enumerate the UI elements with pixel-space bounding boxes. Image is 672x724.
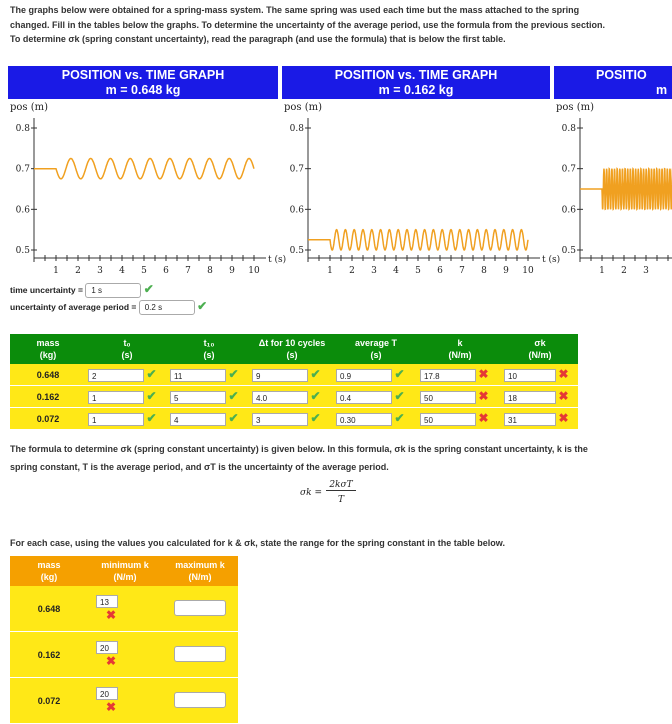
t10-input[interactable]: 11 [170, 369, 226, 382]
mass-cell: 0.162 [10, 386, 86, 408]
y-tick-label: 0.8 [561, 124, 576, 134]
measurements-table [10, 334, 578, 430]
x-tick-label: 9 [229, 266, 235, 276]
correct-check-icon: ✔ [228, 388, 239, 403]
graph-title: POSITION vs. TIME GRAPH [61, 68, 225, 82]
mass-cell: 0.162 [10, 632, 88, 678]
x-tick-label: 2 [621, 266, 627, 276]
table-row [10, 408, 578, 430]
header-average-period: average T (s) [334, 334, 418, 364]
incorrect-x-icon: ✖ [478, 410, 489, 425]
header-t10: t₁₀ (s) [168, 334, 250, 364]
correct-check-icon: ✔ [146, 388, 157, 403]
sigma-k-input[interactable]: 31 [504, 413, 556, 426]
y-axis-label: pos (m) [556, 102, 595, 113]
mass-cell: 0.072 [10, 678, 88, 724]
header-minimum-k: minimum k (N/m) [88, 556, 162, 586]
position-series-line [308, 230, 528, 250]
x-tick-label: 7 [185, 266, 191, 276]
instructions-line-2: changed. Fill in the tables below the graphs. To determine the uncertainty of the average period, use the formula from the previous section. [10, 19, 605, 30]
correct-check-icon: ✔ [143, 282, 154, 296]
position-series-line [580, 169, 672, 210]
k-input[interactable]: 17.8 [420, 369, 476, 382]
graph-title: POSITION vs. TIME GRAPH [334, 68, 498, 82]
x-tick-label: 6 [163, 266, 169, 276]
table-row [10, 678, 238, 724]
table-row [10, 586, 238, 632]
time-uncertainty-label: time uncertainty = [10, 285, 86, 295]
correct-check-icon: ✔ [310, 366, 321, 381]
header-mass: mass (kg) [10, 334, 86, 364]
t0-input[interactable]: 1 [88, 413, 144, 426]
incorrect-x-icon: ✖ [478, 388, 489, 403]
table-row [10, 632, 238, 678]
header-mass: mass (kg) [10, 556, 88, 586]
sigma-k-input[interactable]: 10 [504, 369, 556, 382]
x-tick-label: 6 [437, 266, 443, 276]
formula-explanation-line-2: spring constant, T is the average period, and σT is the uncertainty of the average period. [10, 462, 389, 472]
incorrect-x-icon: ✖ [558, 410, 569, 425]
header-k: k (N/m) [418, 334, 502, 364]
minimum-k-input[interactable]: 20 [96, 687, 118, 700]
average-period-input[interactable]: 0.4 [336, 391, 392, 404]
t10-input[interactable]: 4 [170, 413, 226, 426]
x-tick-label: 7 [459, 266, 465, 276]
correct-check-icon: ✔ [146, 410, 157, 425]
instructions-line-1: The graphs below were obtained for a spring-mass system. The same spring was used each time but the mass attached to the spring [10, 5, 580, 15]
position-time-chart [282, 100, 561, 300]
table-row [10, 364, 578, 386]
correct-check-icon: ✔ [146, 366, 157, 381]
correct-check-icon: ✔ [197, 299, 208, 313]
x-tick-label: 1 [327, 266, 333, 276]
t0-input[interactable]: 1 [88, 391, 144, 404]
y-axis-label: pos (m) [10, 102, 49, 113]
y-tick-label: 0.6 [289, 205, 304, 216]
t0-input[interactable]: 2 [88, 369, 144, 382]
graph-header [282, 66, 550, 99]
k-input[interactable]: 50 [420, 413, 476, 426]
incorrect-x-icon: ✖ [106, 654, 117, 668]
y-tick-label: 0.7 [15, 164, 30, 175]
y-tick-label: 0.5 [15, 246, 30, 256]
x-tick-label: 5 [141, 266, 147, 276]
sigma-k-symbol: σk [68, 34, 80, 44]
correct-check-icon: ✔ [228, 410, 239, 425]
graph-header [554, 66, 672, 99]
x-tick-label: 1 [599, 266, 605, 276]
y-tick-label: 0.6 [561, 205, 576, 216]
incorrect-x-icon: ✖ [106, 700, 117, 714]
header-t0: t₀ (s) [86, 334, 168, 364]
delta-t-input[interactable]: 3 [252, 413, 308, 426]
graph-panel-0072-partial [554, 66, 672, 301]
maximum-k-input[interactable] [174, 646, 226, 662]
instructions-line-3: To determine σk (spring constant uncertainty), read the paragraph (and use the formula) that is below the first table. [10, 34, 506, 44]
correct-check-icon: ✔ [310, 388, 321, 403]
period-uncertainty-row [10, 299, 207, 315]
range-instructions: For each case, using the values you calculated for k & σk, state the range for the spring constant in the table below. [10, 538, 505, 548]
x-tick-label: 3 [643, 266, 649, 276]
formula-numerator: 2kσT [326, 480, 356, 491]
graph-title: POSITIO [596, 68, 647, 82]
graph-mass-label: m [656, 83, 668, 97]
x-tick-label: 4 [393, 266, 399, 276]
formula-explanation [10, 440, 660, 476]
delta-t-input[interactable]: 4.0 [252, 391, 308, 404]
position-series-line [34, 159, 254, 179]
time-uncertainty-row [10, 282, 154, 298]
graph-panel-0648 [8, 66, 287, 301]
graph-mass-label: m = 0.648 kg [105, 83, 181, 97]
formula-explanation-line-1: The formula to determine σk (spring constant uncertainty) is given below. In this formula, σk is the spring constant uncertainty, k is the [10, 444, 588, 454]
minimum-k-input[interactable]: 20 [96, 641, 118, 654]
mass-cell: 0.648 [10, 364, 86, 386]
graph-mass-label: m = 0.162 kg [378, 83, 454, 97]
x-tick-label: 4 [119, 266, 125, 276]
t10-input[interactable]: 5 [170, 391, 226, 404]
formula-lhs: σk = [300, 488, 322, 498]
correct-check-icon: ✔ [394, 366, 405, 381]
graph-panel-0162 [282, 66, 561, 301]
x-tick-label: 9 [503, 266, 509, 276]
table-row [10, 386, 578, 408]
x-tick-label: 1 [53, 266, 59, 276]
formula-denominator: T [337, 495, 344, 505]
incorrect-x-icon: ✖ [478, 366, 489, 381]
mass-cell: 0.072 [10, 408, 86, 430]
y-axis-label: pos (m) [284, 102, 323, 113]
x-tick-label: 10 [522, 266, 534, 276]
header-delta-t: Δt for 10 cycles (s) [250, 334, 334, 364]
x-tick-label: 2 [75, 266, 81, 276]
y-tick-label: 0.6 [15, 205, 30, 216]
x-axis-label: t (s) [268, 255, 287, 265]
header-sigma-k: σk (N/m) [502, 334, 578, 364]
sigma-k-input[interactable]: 18 [504, 391, 556, 404]
x-tick-label: 5 [415, 266, 421, 276]
mass-cell: 0.648 [10, 586, 88, 632]
y-tick-label: 0.5 [289, 246, 304, 256]
instructions [10, 3, 660, 47]
correct-check-icon: ✔ [394, 410, 405, 425]
y-tick-label: 0.5 [561, 246, 576, 256]
spring-constant-range-table [10, 556, 238, 724]
position-time-chart [8, 100, 287, 300]
period-uncertainty-label: uncertainty of average period = [10, 302, 139, 312]
x-tick-label: 2 [349, 266, 355, 276]
graph-header [8, 66, 278, 99]
x-tick-label: 3 [97, 266, 103, 276]
y-tick-label: 0.8 [15, 124, 30, 134]
header-maximum-k: maximum k (N/m) [162, 556, 238, 586]
incorrect-x-icon: ✖ [558, 388, 569, 403]
incorrect-x-icon: ✖ [558, 366, 569, 381]
range-header-row [10, 556, 238, 586]
incorrect-x-icon: ✖ [106, 608, 117, 622]
table-header-row [10, 334, 578, 364]
x-tick-label: 10 [248, 266, 260, 276]
k-input[interactable]: 50 [420, 391, 476, 404]
correct-check-icon: ✔ [310, 410, 321, 425]
y-tick-label: 0.7 [561, 164, 576, 175]
x-tick-label: 3 [371, 266, 377, 276]
time-uncertainty-input[interactable]: 1 s [85, 283, 141, 298]
minimum-k-input[interactable]: 13 [96, 595, 118, 608]
correct-check-icon: ✔ [394, 388, 405, 403]
average-period-input[interactable]: 0.9 [336, 369, 392, 382]
x-axis-label: t (s) [542, 255, 561, 265]
delta-t-input[interactable]: 9 [252, 369, 308, 382]
period-uncertainty-input[interactable]: 0.2 s [139, 300, 195, 315]
x-tick-label: 8 [481, 266, 487, 276]
correct-check-icon: ✔ [228, 366, 239, 381]
position-time-chart [554, 100, 672, 300]
average-period-input[interactable]: 0.30 [336, 413, 392, 426]
x-tick-label: 8 [207, 266, 213, 276]
maximum-k-input[interactable] [174, 600, 226, 616]
y-tick-label: 0.7 [289, 164, 304, 175]
y-tick-label: 0.8 [289, 124, 304, 134]
